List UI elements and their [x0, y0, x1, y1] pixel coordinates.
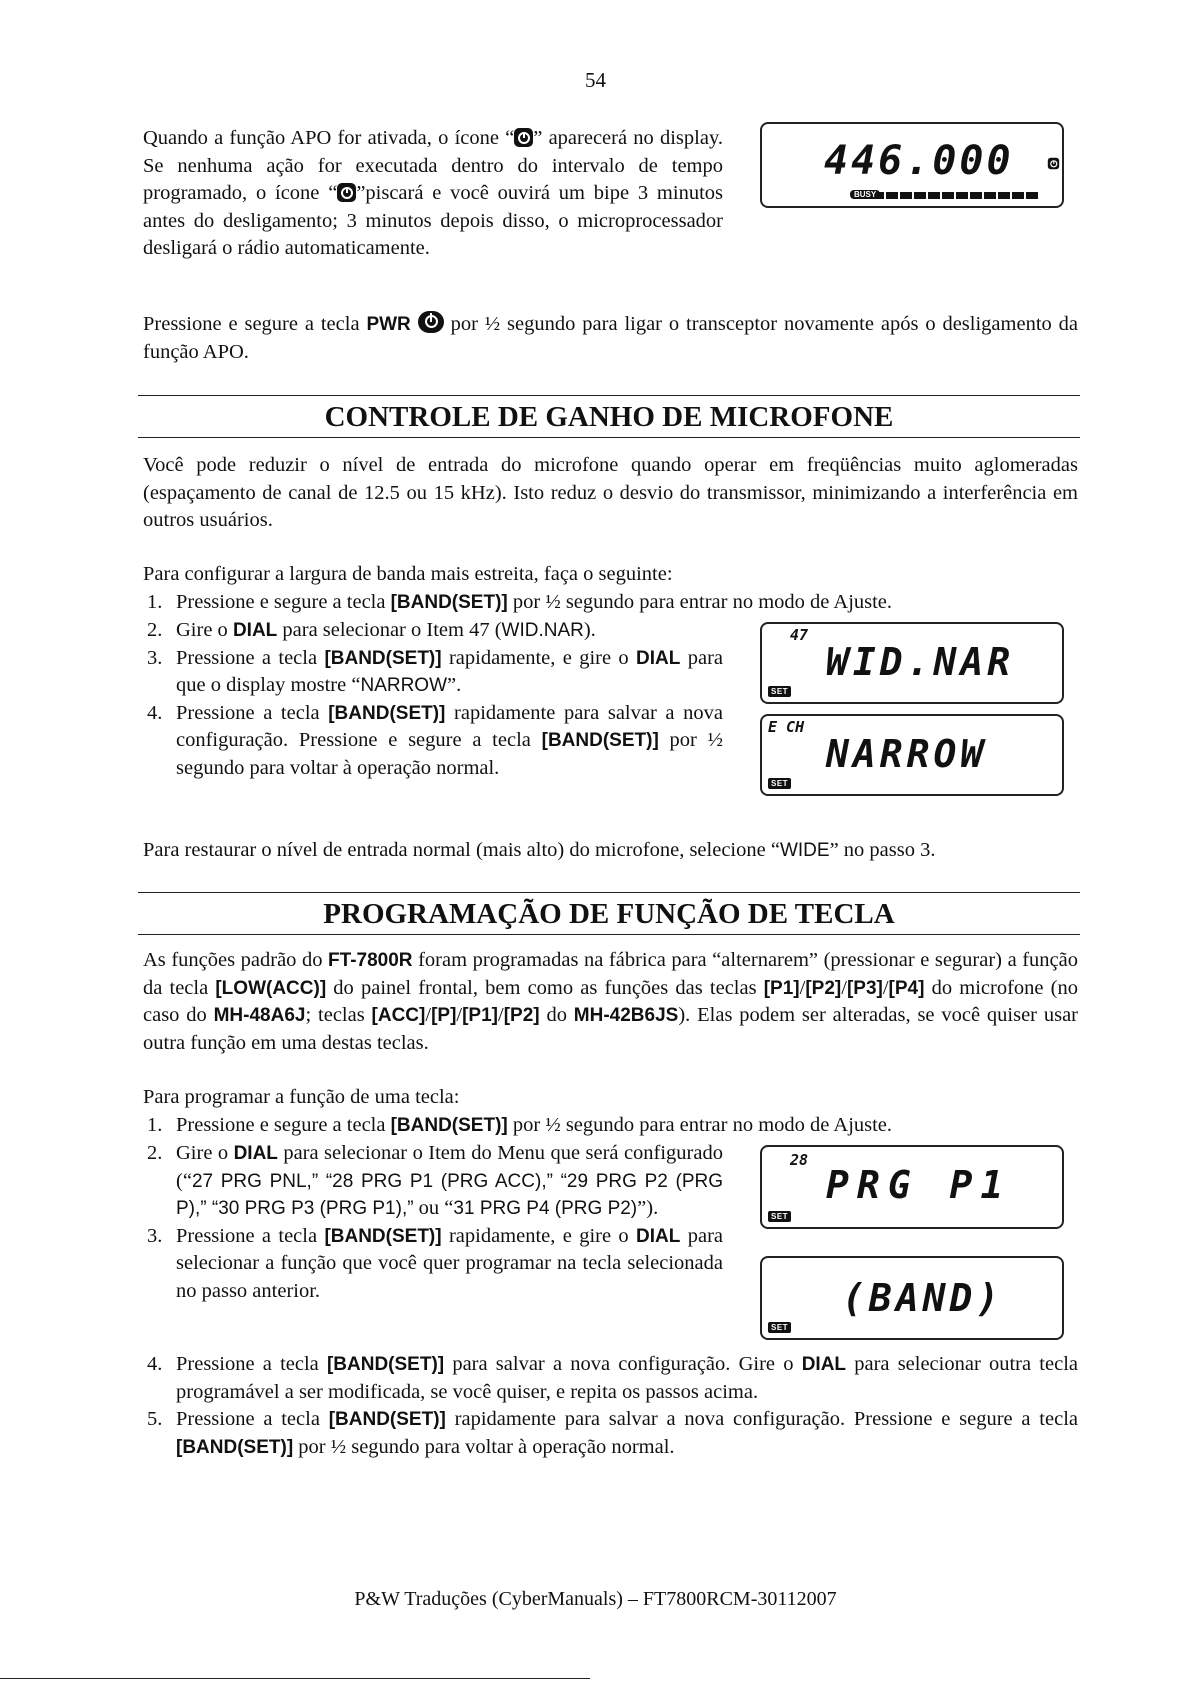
prog-lead: Para programar a função de uma tecla:: [143, 1086, 460, 1108]
mic-restore: Para restaurar o nível de entrada normal (mais alto) do microfone, selecione “WIDE” no passo 3.: [143, 839, 936, 861]
lcd-clock-icon: [1048, 158, 1059, 169]
apo-paragraph: Quando a função APO for ativada, o ícone “ ” aparecerá no display. Se nenhuma ação for executada dentro do intervalo de tempo programado, o ícone “ ”piscará e você ouvirá um bipe 3 minutos antes do desligamento; 3 minutos depois disso, o microprocessador desligará o rádio automaticamente.: [143, 127, 723, 259]
section-heading-mic: CONTROLE DE GANHO DE MICROFONE: [324, 401, 894, 433]
divider: [138, 934, 1080, 935]
apo-clock-icon-blink: [337, 183, 356, 202]
prog-steps-bottom: [143, 1351, 1078, 1461]
prog-step-2: 2. Gire o DIAL para selecionar o Item do Menu que será configurado (“27 PRG PNL,” “28 PRG P1 (PRG ACC),” “29 PRG P2 (PRG P),” “30 PRG P3 (PRG P1),” ou “31 PRG P4 (PRG P2)”).: [147, 1142, 723, 1219]
prog-steps-top: [143, 1112, 1078, 1140]
lcd-busy-bar: [858, 192, 1038, 199]
page-number: 54: [585, 68, 606, 92]
lcd-busy-label: BUSY: [850, 190, 880, 199]
page-footer: P&W Traduções (CyberManuals) – FT7800RCM-30112007: [354, 1588, 837, 1610]
prog-steps-left: [143, 1140, 723, 1305]
lcd-frequency: 446.000: [824, 138, 1014, 184]
lcd-ech-label: E CH: [768, 718, 805, 736]
prog-step-3: 3. Pressione a tecla [BAND(SET)] rapidamente, e gire o DIAL para selecionar a função que você quer programar na tecla selecionada no passo anterior.: [147, 1224, 723, 1302]
pwr-key: PWR: [366, 314, 411, 335]
divider: [138, 892, 1080, 893]
prog-step-5: 5. Pressione a tecla [BAND(SET)] rapidamente para salvar a nova configuração. Pressione e segure a tecla [BAND(SET)] por ½ segundo para voltar à operação normal.: [147, 1408, 1078, 1458]
mic-step-1: 1. Pressione e segure a tecla [BAND(SET)] por ½ segundo para entrar no modo de Ajuste.: [147, 591, 893, 613]
mic-steps-top: [143, 589, 1078, 617]
lcd-text: NARROW: [826, 732, 988, 776]
divider: [138, 437, 1080, 438]
bottom-divider: [0, 1678, 590, 1679]
mic-lead: Para configurar a largura de banda mais estreita, faça o seguinte:: [143, 563, 673, 585]
mic-step-4: 4. Pressione a tecla [BAND(SET)] rapidamente para salvar a nova configuração. Pressione e segure a tecla [BAND(SET)] por ½ segundo para voltar à operação normal.: [147, 701, 723, 779]
apo-clock-icon: [514, 128, 533, 147]
lcd-set-badge: SET: [768, 778, 791, 789]
lcd-set-badge: SET: [768, 1211, 791, 1222]
section-heading-prog: PROGRAMAÇÃO DE FUNÇÃO DE TECLA: [323, 898, 895, 930]
lcd-apo-display: [760, 122, 1064, 208]
lcd-item-number: 28: [790, 1151, 809, 1169]
prog-intro: As funções padrão do FT-7800R foram programadas na fábrica para “alternarem” (pressionar e segurar) a função da tecla [LOW(ACC)] do painel frontal, bem como as funções das teclas [P1]/[P2]/[P3]/[P4] do microfone (no caso do MH-48A6J; teclas [ACC]/[P]/[P1]/[P2] do MH-42B6JS). Elas podem ser alteradas, se você quiser usar outra função em uma destas teclas.: [143, 949, 1078, 1054]
mic-step-2: 2. Gire o DIAL para selecionar o Item 47 (WID.NAR).: [147, 619, 596, 641]
lcd-text: (BAND): [842, 1276, 1004, 1320]
mic-intro: Você pode reduzir o nível de entrada do microfone quando operar em freqüências muito aglomeradas (espaçamento de canal de 12.5 ou 15 kHz). Isto reduz o desvio do transmissor, minimizando a interferência em outros usuários.: [143, 454, 1078, 531]
prog-step-1: 1. Pressione e segure a tecla [BAND(SET)] por ½ segundo para entrar no modo de Ajuste.: [147, 1114, 893, 1136]
mic-steps-left: [143, 617, 723, 782]
lcd-item-number: 47: [790, 626, 809, 644]
lcd-text: PRG P1: [826, 1163, 1012, 1207]
divider: [138, 395, 1080, 396]
power-icon: [418, 311, 444, 333]
apo-pwr-paragraph: Pressione e segure a tecla PWR por ½ segundo para ligar o transceptor novamente após o desligamento da função APO.: [143, 313, 1079, 363]
prog-step-4: 4. Pressione a tecla [BAND(SET)] para salvar a nova configuração. Gire o DIAL para selecionar outra tecla programável a ser modificada, se você quiser, e repita os passos acima.: [147, 1353, 1078, 1403]
mic-step-3: 3. Pressione a tecla [BAND(SET)] rapidamente, e gire o DIAL para que o display mostre “NARROW”.: [147, 646, 723, 696]
lcd-band: [760, 1256, 1064, 1340]
lcd-set-badge: SET: [768, 1322, 791, 1333]
lcd-text: WID.NAR: [826, 640, 1015, 684]
lcd-prg-p1: [760, 1145, 1064, 1229]
lcd-set-badge: SET: [768, 686, 791, 697]
lcd-widnar: [760, 622, 1064, 704]
lcd-narrow: [760, 714, 1064, 796]
